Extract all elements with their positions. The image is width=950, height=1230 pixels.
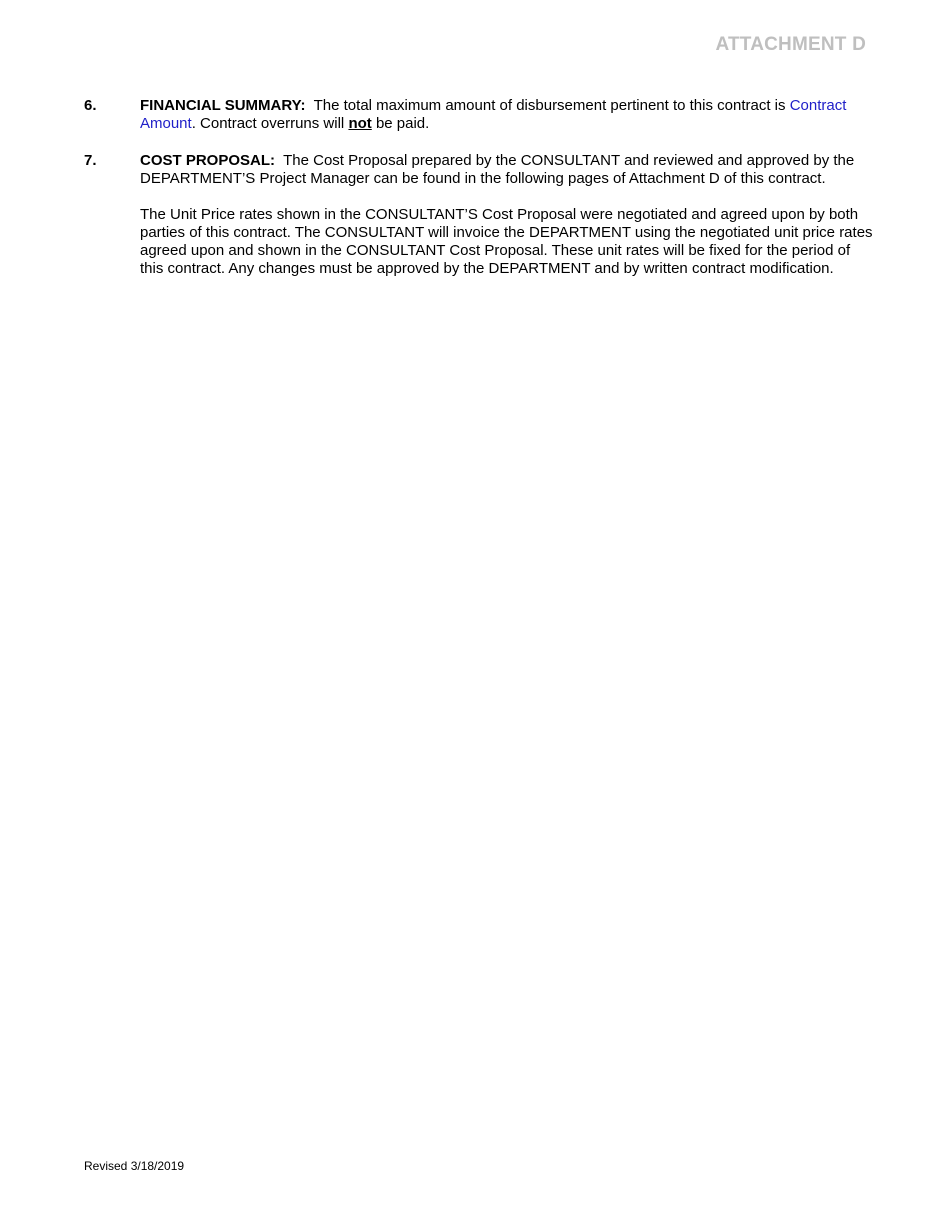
emphasis-not: not — [348, 115, 372, 132]
section-number: 6. — [84, 97, 97, 114]
paid-text: be paid. — [375, 115, 430, 132]
section-body — [140, 97, 874, 133]
section-body — [140, 152, 874, 278]
cost-proposal-text: The Cost Proposal prepared by the CONSULTANT and reviewed and approved by the DEPARTMENT’S Project Manager can be found in the following pages of Attachment D of this contract. — [140, 152, 855, 187]
contract-amount-field[interactable]: Contract Amount — [140, 97, 847, 132]
financial-summary-paragraph — [140, 97, 874, 133]
attachment-label: ATTACHMENT D — [715, 34, 866, 55]
section-title: COST PROPOSAL: — [140, 152, 276, 169]
section-financial-summary — [84, 97, 874, 133]
overruns-text: . Contract overruns will — [191, 115, 345, 132]
cost-proposal-paragraph-2: The Unit Price rates shown in the CONSULTANT’S Cost Proposal were negotiated and agreed upon by both parties of this contract. The CONSULTANT will invoice the DEPARTMENT using the negotiated unit price rates agreed upon and shown in the CONSULTANT Cost Proposal. These unit rates will be fixed for the period of this contract. Any changes must be approved by the DEPARTMENT and by written contract modification. — [140, 206, 873, 277]
section-cost-proposal — [84, 152, 874, 278]
section-number: 7. — [84, 152, 97, 169]
cost-proposal-paragraph-1 — [140, 152, 874, 188]
revision-date: Revised 3/18/2019 — [84, 1159, 185, 1173]
section-title: FINANCIAL SUMMARY: — [140, 97, 306, 114]
financial-summary-text: The total maximum amount of disbursement pertinent to this contract is — [313, 97, 786, 114]
